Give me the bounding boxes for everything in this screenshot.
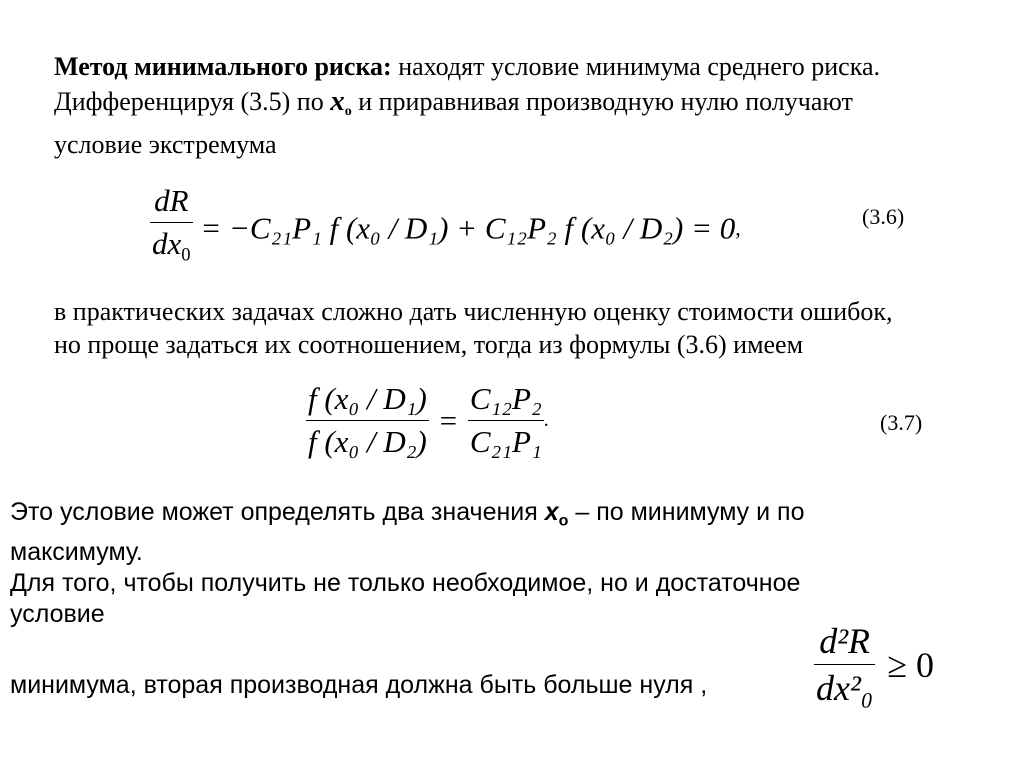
paragraph-1-line-2-pre: Дифференцируя (3.5) по	[54, 87, 331, 116]
second-derivative-fraction	[814, 618, 875, 711]
second-derivative-denominator: dx²₀	[814, 664, 875, 711]
density-ratio-fraction	[306, 378, 429, 463]
variable-subscript: o	[344, 103, 352, 119]
equation-3-6-rhs: = −C₂₁P₁ f (x₀ / D₁) + C₁₂P₂ f (x₀ / D₂) = 0	[200, 210, 736, 246]
paragraph-1-line-1-text: находят условие минимума среднего риска.	[391, 52, 880, 81]
equation-number-3-6: (3.6)	[862, 204, 905, 229]
variable-x-sans: x	[544, 498, 559, 526]
density-ratio-numerator: f (x₀ / D₁)	[308, 381, 427, 416]
derivative-denominator-sub: 0	[181, 244, 191, 266]
paragraph-3-line-2: максимуму.	[10, 537, 143, 566]
paragraph-2-line-1: в практических задачах сложно дать численную оценку стоимости ошибок,	[54, 297, 893, 326]
equation-3-7	[306, 378, 549, 463]
variable-x0-sans	[544, 498, 569, 530]
second-derivative-relation: ≥ 0	[887, 644, 935, 685]
paragraph-3-line-1-pre: Это условие может определять два значения	[10, 498, 545, 526]
derivative-denominator	[150, 222, 193, 277]
equation-number-3-7: (3.7)	[880, 410, 923, 435]
derivative-dR-dx0	[150, 180, 193, 277]
paragraph-1	[54, 50, 880, 161]
paragraph-1-line-2	[54, 85, 880, 128]
cost-ratio-fraction	[468, 378, 544, 463]
derivative-numerator: dR	[154, 183, 189, 218]
paragraph-1-line-3: условие экстремума	[54, 129, 277, 159]
paragraph-3-line-1-post: – по минимуму и по	[568, 498, 805, 526]
paragraph-3-line-4: условие	[10, 599, 105, 628]
paragraph-3-line-3: Для того, чтобы получить не только необходимое, но и достаточное	[10, 568, 801, 597]
equals-sign: =	[439, 402, 458, 438]
variable-x0	[330, 85, 352, 117]
equation-3-6-trailing: ,	[735, 215, 741, 241]
paragraph-1-line-1	[54, 50, 880, 83]
paragraph-3-line-1	[10, 497, 804, 537]
density-ratio-denominator: f (x₀ / D₂)	[306, 420, 429, 463]
second-derivative-numerator: d²R	[819, 621, 871, 661]
paragraph-3	[10, 497, 804, 630]
paragraph-2	[54, 295, 892, 361]
derivative-denominator-var: dx	[152, 226, 182, 261]
second-derivative-condition	[814, 618, 937, 711]
paragraph-3-line-5: минимума, вторая производная должна быть больше нуля ,	[10, 671, 708, 699]
method-heading: Метод минимального риска:	[54, 52, 392, 81]
equation-3-7-trailing: .	[543, 409, 549, 431]
paragraph-1-line-2-post: и приравнивая производную нулю получают	[351, 87, 853, 116]
cost-ratio-denominator: C₂₁P₁	[468, 420, 544, 463]
variable-x: x	[330, 85, 345, 117]
paragraph-2-line-2: но проще задаться их соотношением, тогда из формулы (3.6) имеем	[54, 330, 804, 359]
variable-subscript-sans: o	[558, 512, 569, 530]
cost-ratio-numerator: C₁₂P₂	[469, 381, 542, 416]
equation-3-6	[150, 180, 741, 277]
